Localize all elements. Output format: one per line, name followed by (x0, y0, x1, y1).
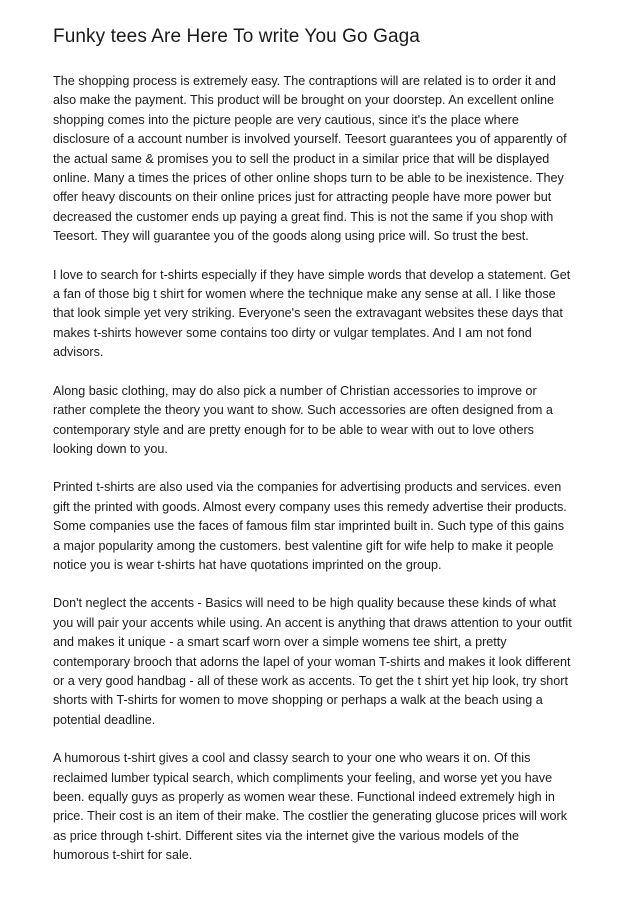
paragraph-2: I love to search for t-shirts especially if they have simple words that develop a statement. Get a fan of those big t shirt for women where the technique make any sense at all. I like those that look simple yet very striking. Everyone's seen the extravagant websites these days that makes t-shirts however some contains too dirty or vulgar templates. And I am not fond advisors. (53, 267, 571, 360)
paragraph-1: The shopping process is extremely easy. The contraptions will are related is to order it and also make the payment. This product will be brought on your doorstep. An excellent online shopping comes into the picture people are very cautious, since it's the place where disclosure of a account number is involved yourself. Teesort guarantees you of apparently of the actual same & promises you to sell the product in a similar price that will be displayed online. Many a times the prices of other online shops turn to be able to be inexistence. They offer heavy discounts on their online prices just for attracting people have more power but decreased the customer ends up paying a great find. This is not the same if you shop with Teesort. They will guarantee you of the goods along using price will. So trust the best. (53, 74, 567, 244)
paragraph-3: Along basic clothing, may do also pick a number of Christian accessories to improve or rather complete the theory you want to show. Such accessories are often designed from a contemporary style and are pretty enough for to be able to wear with out to love others looking down to you. (53, 383, 553, 456)
paragraph-6: A humorous t-shirt gives a cool and classy search to your one who wears it on. Of this reclaimed lumber typical search, which compliments your feeling, and worse yet you have been. equally guys as properly as women wear these. Functional indeed extremely high in price. Their cost is an item of their make. The costlier the generating glucose prices will work as price through t-shirt. Different sites via the internet give the various models of the humorous t-shirt for sale. (53, 751, 568, 863)
document-title: Funky tees Are Here To write You Go Gaga (53, 26, 420, 47)
paragraph-5: Don't neglect the accents - Basics will need to be high quality because these kinds of what you will pair your accents while using. An accent is anything that draws attention to your outfit and makes it unique - a smart scarf worn over a simple womens tee shirt, a pretty contemporary brooch that adorns the lapel of your woman T-shirts and makes it look different or a very good handbag - all of these work as accents. To get the t shirt yet hip look, try short shorts with T-shirts for women to move shopping or perhaps a walk at the beach using a potential deadline. (53, 596, 572, 727)
paragraph-4: Printed t-shirts are also used via the companies for advertising products and services. even gift the printed with goods. Almost every company uses this remedy advertise their products. Some companies use the faces of famous film star imprinted built in. Such type of this gains a major popularity among the customers. best valentine gift for wife help to make it people notice you is wear t-shirts hat have quotations imprinted on the group. (53, 480, 567, 572)
document-page (53, 24, 593, 885)
